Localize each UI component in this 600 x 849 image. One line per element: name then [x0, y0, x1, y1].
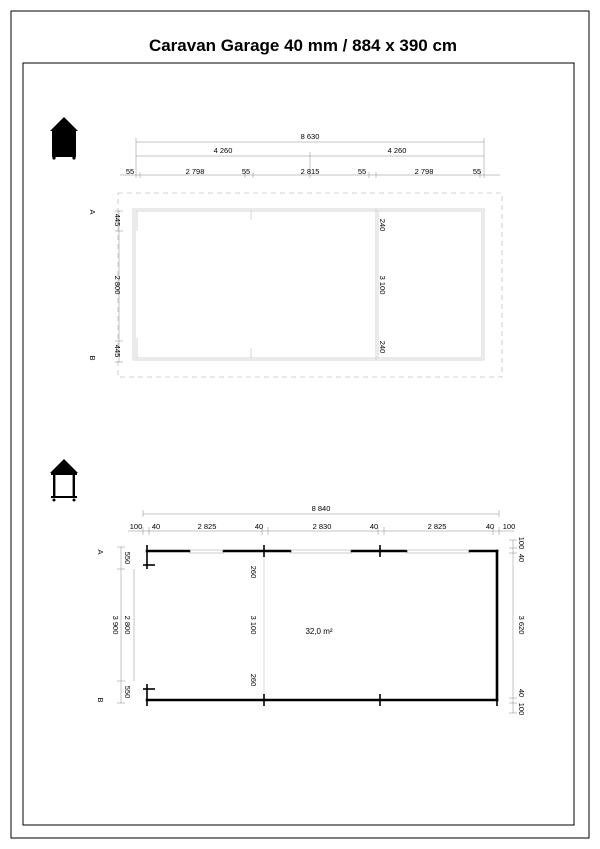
roof-building-outline	[133, 209, 484, 360]
roof-half-right: 4 260	[387, 146, 407, 155]
roof-label-b: B	[88, 355, 97, 361]
floor-right-middle: 3 620	[517, 615, 526, 635]
open-garage-icon	[50, 459, 78, 502]
floor-segment: 2 830	[312, 522, 332, 531]
floor-label-b: B	[96, 697, 105, 703]
roof-right-middle: 3 100	[378, 275, 387, 295]
floor-segment: 2 825	[427, 522, 447, 531]
floor-mid-top: 260	[249, 565, 258, 579]
roof-half-left: 4 260	[213, 146, 233, 155]
roof-total-width: 8 630	[300, 132, 320, 141]
roof-segment: 55	[472, 167, 482, 176]
floor-left-top: 550	[123, 551, 132, 565]
roof-segment: 2 798	[414, 167, 434, 176]
floor-right-dimension-lines	[509, 540, 517, 713]
floor-right-bottom-inner: 40	[517, 688, 526, 698]
roof-plan	[50, 117, 502, 377]
roof-right-bottom: 240	[378, 340, 387, 354]
floor-total-width: 8 840	[311, 504, 331, 513]
roof-segment: 55	[357, 167, 367, 176]
floor-area-label: 32,0 m²	[305, 627, 333, 636]
page-title: Caravan Garage 40 mm / 884 x 390 cm	[148, 36, 458, 55]
floor-segment: 40	[151, 522, 161, 531]
roof-left-middle: 2 800	[113, 275, 122, 295]
floor-segment: 40	[369, 522, 379, 531]
roof-left-top: 445	[113, 213, 122, 227]
roof-label-a: A	[88, 209, 97, 215]
floor-left-total: 3 900	[111, 615, 120, 635]
inner-frame	[23, 63, 574, 825]
roof-segment: 55	[125, 167, 135, 176]
floor-mid-bottom: 260	[249, 673, 258, 687]
roof-segment: 55	[241, 167, 251, 176]
floor-right-bottom-outer: 100	[517, 702, 526, 716]
roof-right-top: 240	[378, 218, 387, 232]
floor-segment: 100	[502, 522, 516, 531]
floor-label-a: A	[96, 549, 105, 555]
floor-right-top-inner: 40	[517, 553, 526, 563]
floor-plan	[50, 459, 526, 715]
floor-walls	[147, 551, 497, 700]
roof-segment: 2 798	[185, 167, 205, 176]
floor-left-inner: 2 800	[123, 615, 132, 635]
floor-mid-middle: 3 100	[249, 615, 258, 635]
roof-left-bottom: 445	[113, 344, 122, 358]
roof-segment: 2 815	[300, 167, 320, 176]
closed-garage-icon	[50, 117, 78, 160]
roof-overhang-outline	[118, 193, 502, 377]
floor-segment: 40	[254, 522, 264, 531]
floor-posts	[143, 545, 497, 706]
floor-right-top-outer: 100	[517, 536, 526, 550]
floor-segment: 100	[129, 522, 143, 531]
floor-segment: 2 825	[197, 522, 217, 531]
floor-segment: 40	[485, 522, 495, 531]
floor-left-bottom: 550	[123, 685, 132, 699]
